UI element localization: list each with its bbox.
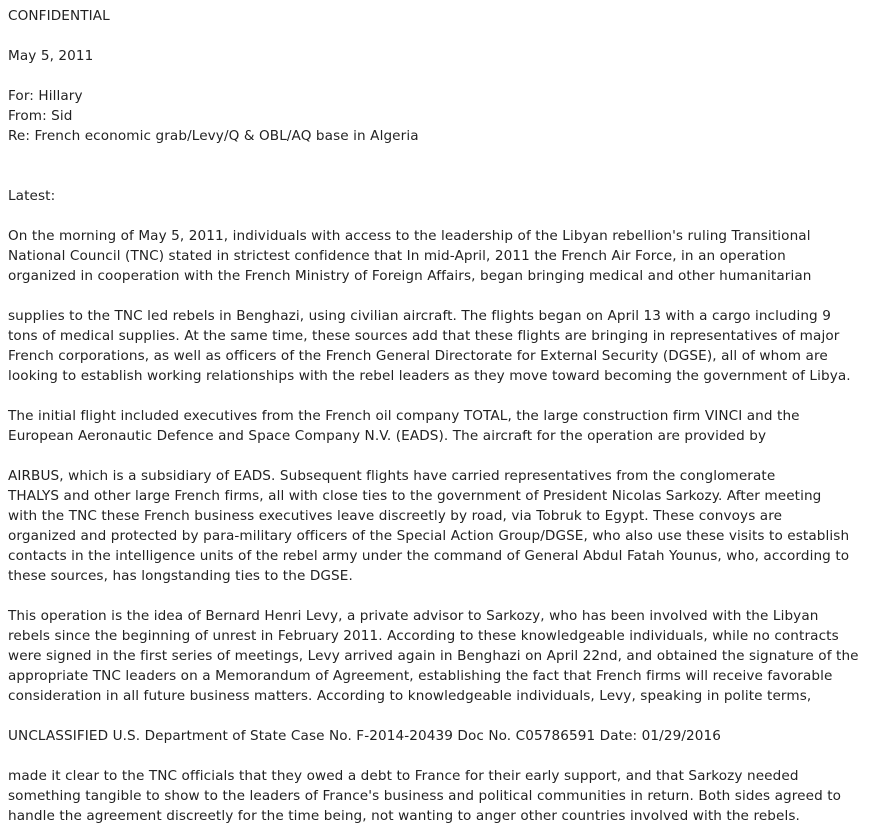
text-line: were signed in the first series of meetings, Levy arrived again in Benghazi on April 22nd, and obtained the signature of the [8,648,859,664]
spacer [8,586,876,606]
text-line: National Council (TNC) stated in strictest confidence that In mid-April, 2011 the French Air Force, in an operation [8,248,786,264]
text-line: these sources, has longstanding ties to the DGSE. [8,568,353,584]
spacer [8,706,876,726]
spacer [8,746,876,766]
text-line: organized in cooperation with the French Ministry of Foreign Affairs, began bringing medical and other humanitarian [8,268,812,284]
text-line: On the morning of May 5, 2011, individuals with access to the leadership of the Libyan rebellion's ruling Transitional [8,228,811,244]
spacer [8,166,876,186]
spacer [8,146,876,166]
text-line: French corporations, as well as officers of the French General Directorate for External Security (DGSE), all of whom are [8,348,828,364]
text-line: with the TNC these French business executives leave discreetly by road, via Tobruk to Egypt. These convoys are [8,508,783,524]
latest-label: Latest: [8,188,56,204]
text-line: contacts in the intelligence units of the rebel army under the command of General Abdul Fatah Younus, who, according to [8,548,850,564]
text-line: made it clear to the TNC officials that they owed a debt to France for their early support, and that Sarkozy needed [8,768,799,784]
classification-label: CONFIDENTIAL [8,8,110,24]
text-line: The initial flight included executives from the French oil company TOTAL, the large construction firm VINCI and the [8,408,800,424]
text-line: supplies to the TNC led rebels in Benghazi, using civilian aircraft. The flights began on April 13 with a cargo including 9 [8,308,831,324]
declassification-footer: UNCLASSIFIED U.S. Department of State Case No. F-2014-20439 Doc No. C05786591 Date: 01/29/2016 [8,728,721,744]
text-line: looking to establish working relationships with the rebel leaders as they move toward becoming the government of Libya. [8,368,851,384]
spacer [8,386,876,406]
paragraph-2 [8,306,876,386]
text-line: something tangible to show to the leaders of France's business and political communities in return. Both sides agreed to [8,788,842,804]
spacer [8,286,876,306]
spacer [8,26,876,46]
subject-line: Re: French economic grab/Levy/Q & OBL/AQ base in Algeria [8,128,419,144]
spacer [8,446,876,466]
sender-line: From: Sid [8,108,73,124]
recipient-line: For: Hillary [8,88,83,104]
spacer [8,66,876,86]
paragraph-5 [8,606,876,706]
text-line: consideration in all future business matters. According to knowledgeable individuals, Levy, speaking in polite terms, [8,688,812,704]
spacer [8,206,876,226]
text-line: rebels since the beginning of unrest in February 2011. According to these knowledgeable individuals, while no contracts [8,628,839,644]
text-line: handle the agreement discreetly for the time being, not wanting to anger other countries involved with the rebels. [8,808,800,824]
document-date: May 5, 2011 [8,48,94,64]
text-line: THALYS and other large French firms, all with close ties to the government of President Nicolas Sarkozy. After meeting [8,488,822,504]
paragraph-1 [8,226,876,286]
document-body [8,6,876,826]
paragraph-6 [8,766,876,826]
text-line: This operation is the idea of Bernard Henri Levy, a private advisor to Sarkozy, who has been involved with the Libyan [8,608,819,624]
text-line: AIRBUS, which is a subsidiary of EADS. Subsequent flights have carried representatives from the conglomerate [8,468,776,484]
text-line: organized and protected by para-military officers of the Special Action Group/DGSE, who also use these visits to establish [8,528,850,544]
paragraph-3 [8,406,876,446]
text-line: tons of medical supplies. At the same time, these sources add that these flights are bringing in representatives of major [8,328,840,344]
text-line: European Aeronautic Defence and Space Company N.V. (EADS). The aircraft for the operation are provided by [8,428,767,444]
text-line: appropriate TNC leaders on a Memorandum of Agreement, establishing the fact that French firms will receive favorable [8,668,833,684]
paragraph-4 [8,466,876,586]
